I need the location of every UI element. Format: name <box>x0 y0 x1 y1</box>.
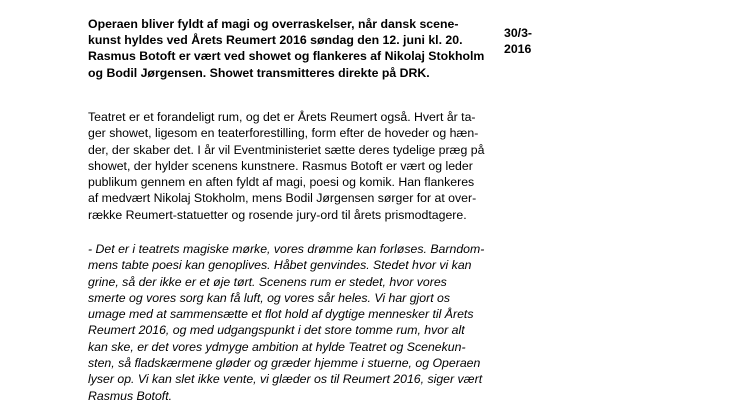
press-release-lead <box>88 16 508 81</box>
quote-line: Reumert 2016, og med udgangspunkt i det store tomme rum, hvor alt <box>88 323 465 338</box>
paragraph-line: showet, der hylder scenens kunstnere. Rasmus Botoft er vært og leder <box>88 158 473 173</box>
paragraph-line: Teatret er et forandeligt rum, og det er Årets Reumert også. Hvert år ta- <box>88 110 476 124</box>
quote-line: Rasmus Botoft. <box>88 388 173 403</box>
quote-line: kan ske, er det vores ydmyge ambition at hylde Teatret og Scenekun- <box>88 339 466 354</box>
paragraph-line: af medvært Nikolaj Stokholm, mens Bodil Jørgensen sørger for at over- <box>88 191 477 206</box>
date-line: 2016 <box>504 42 532 57</box>
paragraph-line: ger showet, ligesom en teaterforestilling, form efter de hoveder og hæn- <box>88 126 479 141</box>
paragraph-line: række Reumert-statuetter og rosende jury-ord til årets prismodtagere. <box>88 207 467 222</box>
quote-paragraph <box>88 241 508 404</box>
body-paragraph-1 <box>88 109 508 223</box>
lead-line: kunst hyldes ved Årets Reumert 2016 søndag den 12. juni kl. 20. <box>88 33 463 48</box>
quote-line: grine, så der ikke er et øje tørt. Scenens rum er stedet, hvor vores <box>88 274 447 289</box>
lead-line: Operaen bliver fyldt af magi og overraskelser, når dansk scene- <box>88 17 459 31</box>
paragraph-line: publikum gennem en aften fyldt af magi, poesi og komik. Han flankeres <box>88 175 475 190</box>
quote-line: umage med at sammensætte et flot hold af dygtige mennesker til Årets <box>88 307 474 322</box>
quote-line: smerte og vores sorg kan få luft, og vores sår heles. Vi har gjort os <box>88 290 451 305</box>
quote-line: - Det er i teatrets magiske mørke, vores drømme kan forløses. Barndom- <box>88 242 485 256</box>
release-date <box>504 25 532 57</box>
quote-line: sten, så fladskærmene gløder og græder hjemme i stuerne, og Operaen <box>88 356 481 371</box>
quote-line: mens tabte poesi kan genoplives. Håbet genvindes. Stedet hvor vi kan <box>88 258 472 273</box>
lead-line: og Bodil Jørgensen. Showet transmitteres direkte på DRK. <box>88 65 430 80</box>
lead-line: Rasmus Botoft er vært ved showet og flankeres af Nikolaj Stokholm <box>88 49 485 64</box>
date-line: 30/3- <box>504 26 533 40</box>
quote-line: lyser op. Vi kan slet ikke vente, vi glæder os til Reumert 2016, siger vært <box>88 372 483 387</box>
paragraph-line: der, der skaber det. I år vil Eventministeriet sætte deres tydelige præg på <box>88 142 485 157</box>
